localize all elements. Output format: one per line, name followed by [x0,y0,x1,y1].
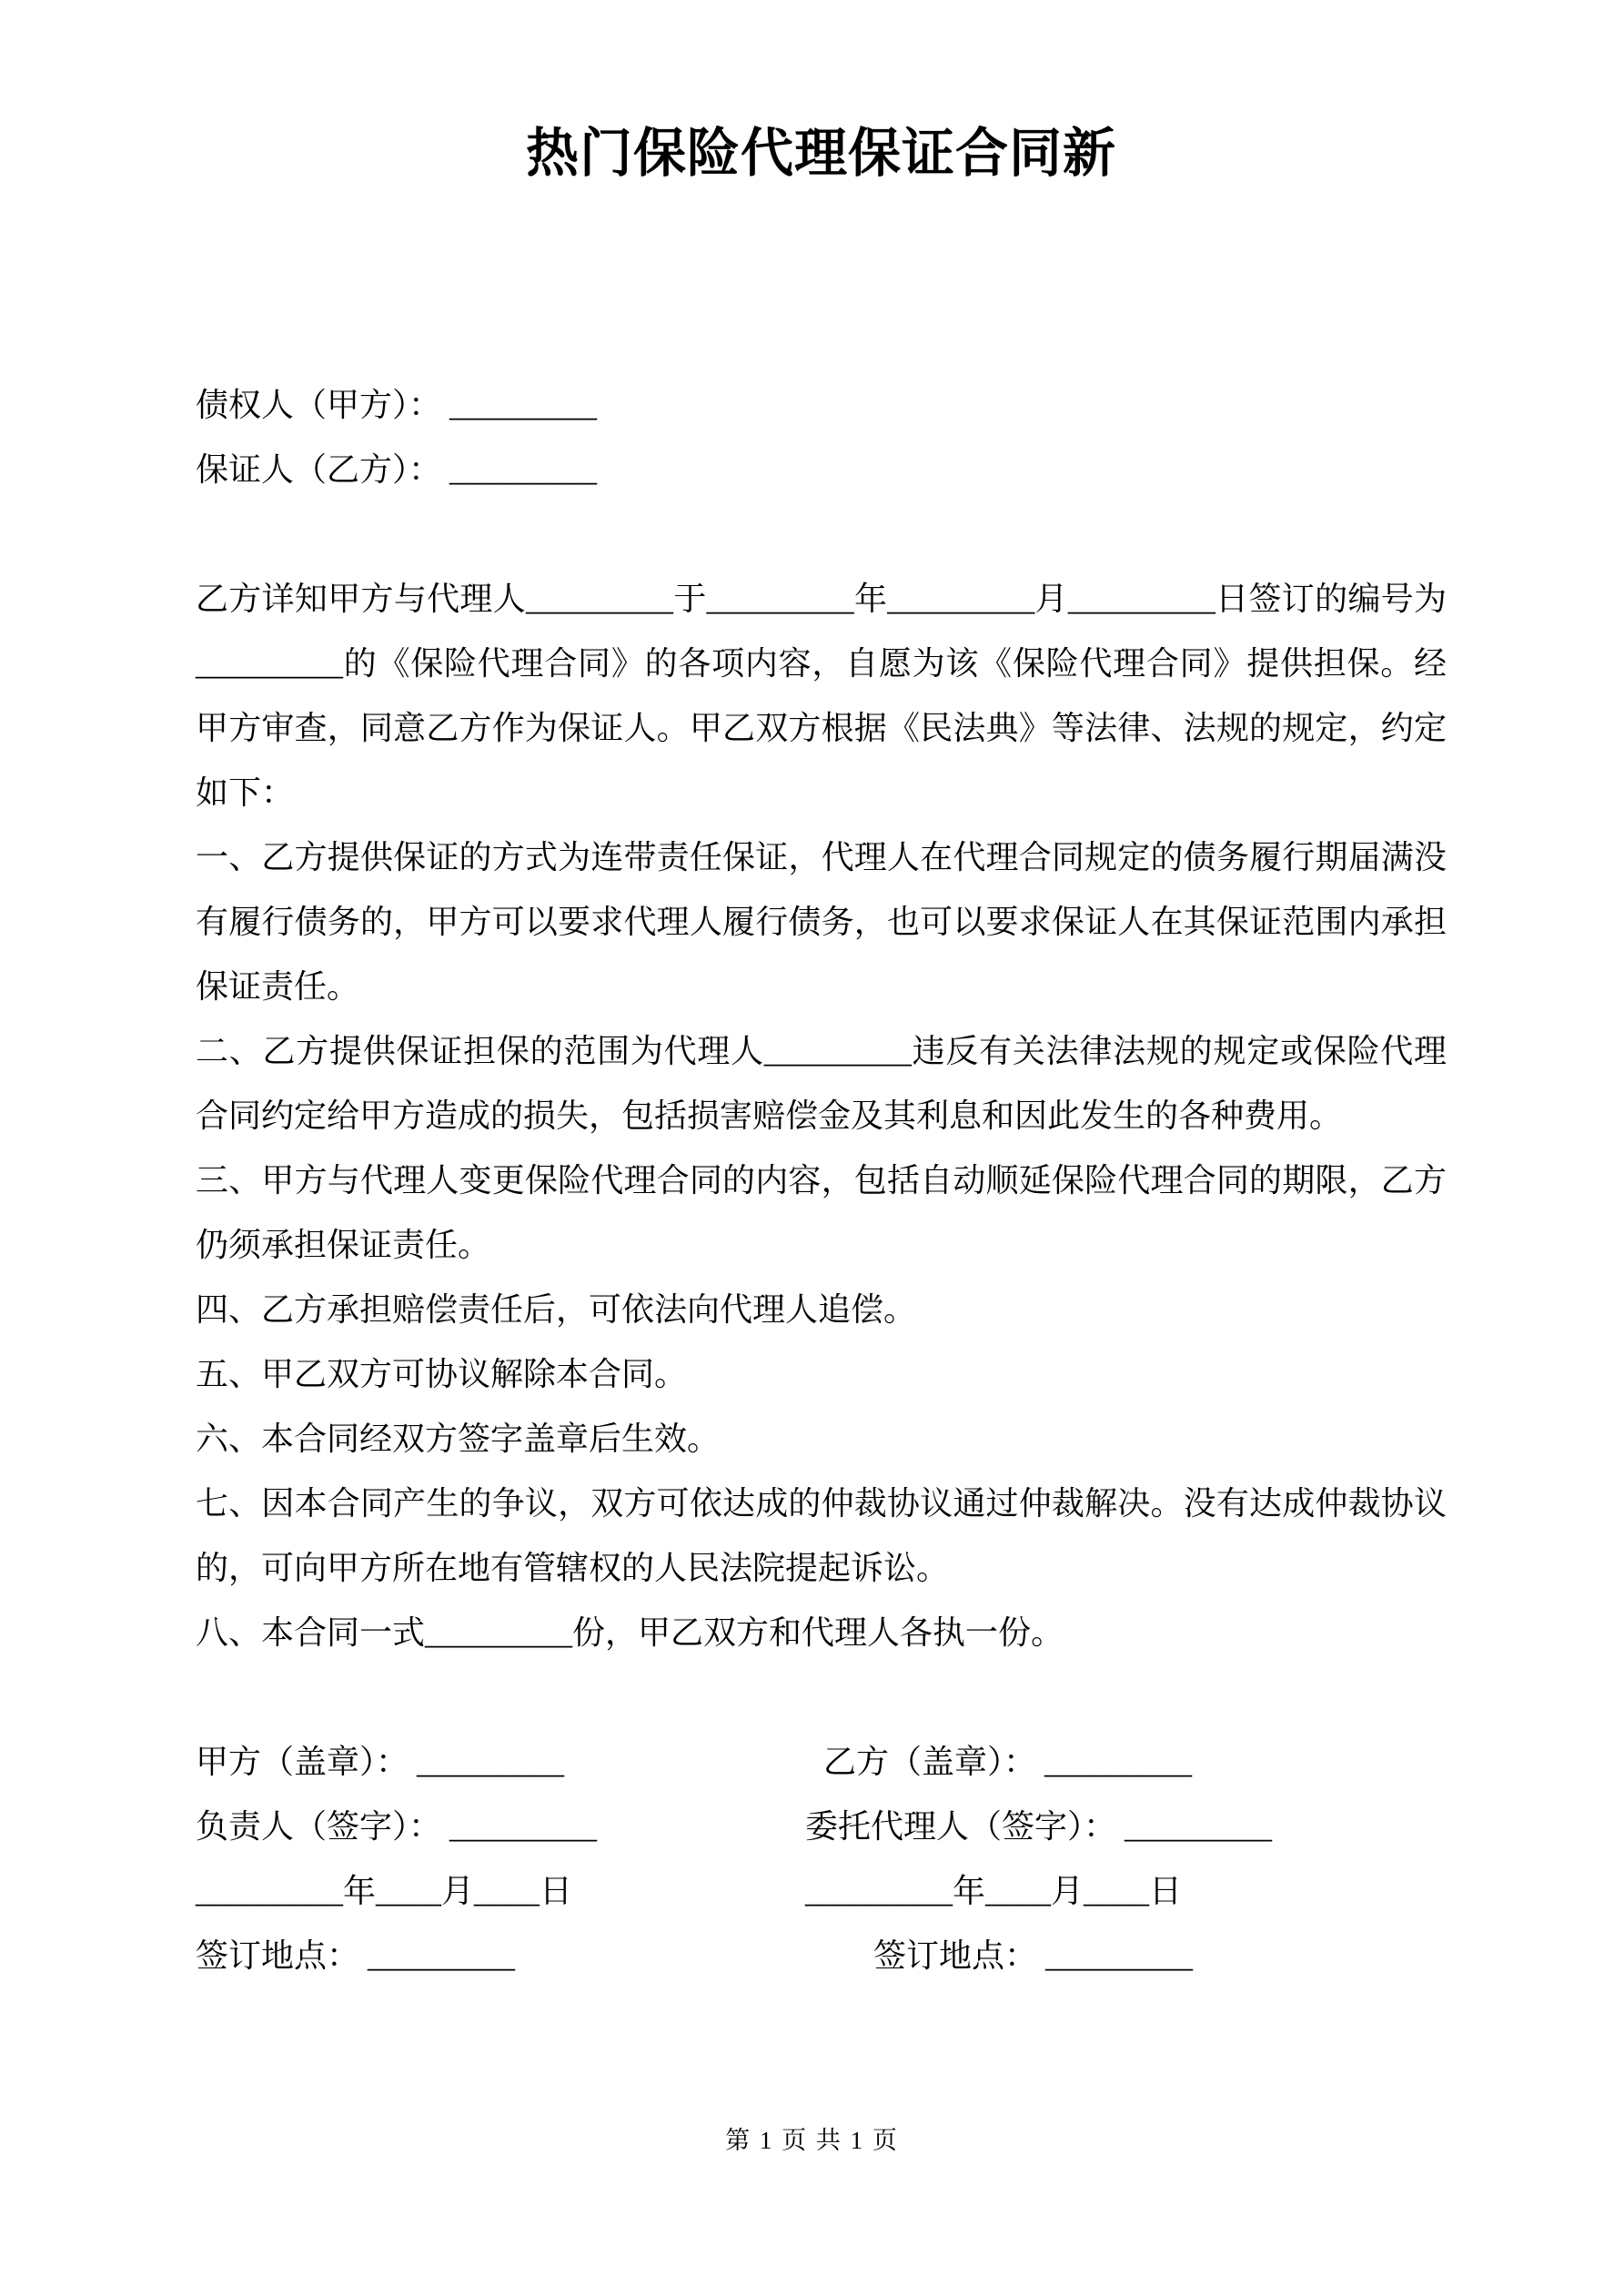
signature-row-seal [196,1730,1447,1795]
party-line-guarantor: 保证人（乙方）： _________ [196,451,598,488]
party-b-date-line: _________年____月____日 [805,1873,1182,1909]
party-b-place-line: 签订地点： _________ [873,1937,1194,1974]
clause-6: 六、本合同经双方签字盖章后生效。 [196,1421,721,1457]
signature-block [196,1730,1447,1988]
party-b-seal-line: 乙方（盖章）： _________ [823,1744,1193,1780]
signature-row-place [196,1924,1447,1988]
clause-7: 七、因本合同产生的争议，双方可依达成的仲裁协议通过仲裁解决。没有达成仲裁协议的，可向甲方所在地有管辖权的人民法院提起诉讼。 [196,1485,1447,1586]
party-a-date-line: _________年____月____日 [196,1873,572,1909]
party-b-signer-line: 委托代理人（签字）： _________ [805,1808,1273,1845]
clause-4: 四、乙方承担赔偿责任后，可依法向代理人追偿。 [196,1291,917,1328]
party-a-signer-line: 负责人（签字）： _________ [196,1808,598,1845]
party-a-seal-line: 甲方（盖章）： _________ [196,1744,565,1780]
clause-3: 三、甲方与代理人变更保险代理合同的内容，包括自动顺延保险代理合同的期限，乙方仍须承担保证责任。 [196,1162,1447,1263]
intro-paragraph: 乙方详知甲方与代理人_________于_________年_________月_________日签订的编号为_________的《保险代理合同》的各项内容，自愿为该《保险代理合同》提供担保。经甲方审查，同意乙方作为保证人。甲乙双方根据《民法典》等法律、法规的规定，约定如下： [196,581,1447,811]
party-a-place-line: 签订地点： _________ [196,1937,516,1974]
signature-row-signer [196,1795,1447,1859]
signature-row-date [196,1859,1447,1924]
page-title: 热门保险代理保证合同新 [525,124,1116,183]
clause-2: 二、乙方提供保证担保的范围为代理人_________违反有关法律法规的规定或保险代理合同约定给甲方造成的损失，包括损害赔偿金及其利息和因此发生的各种费用。 [196,1033,1447,1134]
clause-5: 五、甲乙双方可协议解除本合同。 [196,1356,688,1392]
clause-8: 八、本合同一式_________份，甲乙双方和代理人各执一份。 [196,1614,1064,1651]
page-number-footer: 第 1 页 共 1 页 [725,2127,899,2154]
party-block [196,373,1447,502]
clause-1: 一、乙方提供保证的方式为连带责任保证，代理人在代理合同规定的债务履行期届满没有履行债务的，甲方可以要求代理人履行债务，也可以要求保证人在其保证范围内承担保证责任。 [196,839,1447,1005]
party-line-creditor: 债权人（甲方）： _________ [196,387,598,423]
